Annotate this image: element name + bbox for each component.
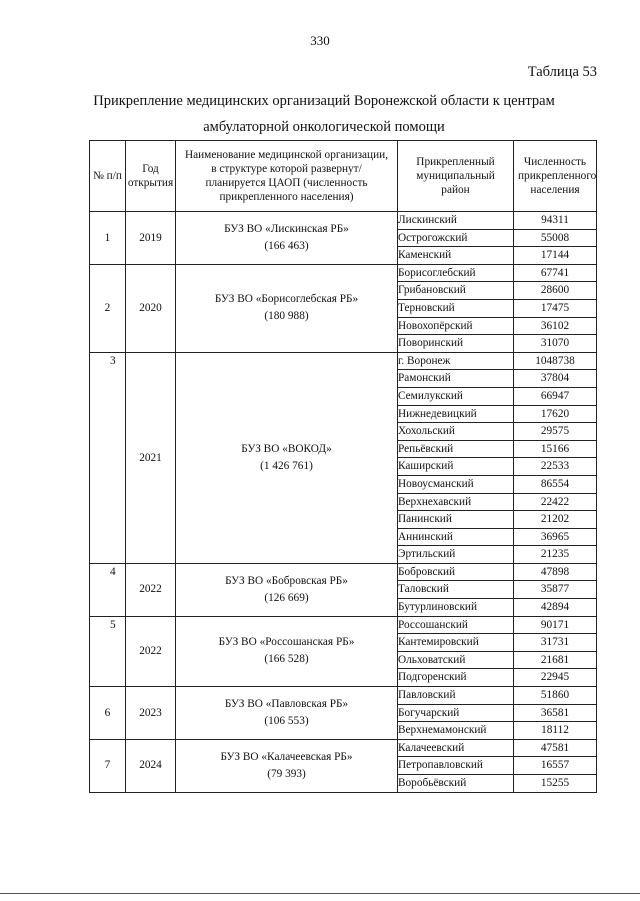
district-population: 21235: [514, 546, 597, 564]
organization-population: (126 669): [264, 591, 309, 604]
district-name: Нижнедевицкий: [398, 405, 514, 423]
district-population: 22533: [514, 458, 597, 476]
district-name: Кантемировский: [398, 634, 514, 652]
district-population: 17475: [514, 299, 597, 317]
opening-year: 2024: [126, 739, 176, 792]
district-population: 1048738: [514, 352, 597, 370]
row-number-label: 4: [110, 565, 116, 578]
district-name: Каширский: [398, 458, 514, 476]
organization-population: (166 528): [264, 653, 309, 666]
district-name: Новохопёрский: [398, 317, 514, 335]
district-population: 67741: [514, 264, 597, 282]
opening-year: 2022: [126, 563, 176, 616]
table-title: Прикрепление медицинских организаций Воронежской области к центрам амбулаторной онкологической помощи: [93, 93, 555, 135]
page-bottom-rule: [0, 893, 640, 894]
row-number-label: 3: [110, 354, 116, 367]
district-population: 29575: [514, 423, 597, 441]
header-year: Год открытия: [126, 141, 176, 212]
district-name: Лискинский: [398, 212, 514, 230]
opening-year: 2023: [126, 687, 176, 740]
district-population: 42894: [514, 599, 597, 617]
header-population: Численность прикрепленного населения: [514, 141, 597, 212]
district-name: Эртильский: [398, 546, 514, 564]
district-population: 28600: [514, 282, 597, 300]
district-population: 22945: [514, 669, 597, 687]
table-label: Таблица 53: [527, 64, 597, 80]
table-row: [90, 212, 597, 230]
header-org: Наименование медицинской организации, в структуре которой развернут/планируется ЦАОП (численность прикрепленного населения): [176, 141, 398, 212]
table-row: [90, 687, 597, 705]
district-population: 22422: [514, 493, 597, 511]
organization-name: БУЗ ВО «Павловская РБ»: [224, 697, 349, 710]
district-name: Бобровский: [398, 563, 514, 581]
organization-population: (1 426 761): [260, 459, 313, 472]
row-number: [90, 739, 126, 792]
district-population: 21202: [514, 511, 597, 529]
district-population: 36102: [514, 317, 597, 335]
district-name: Новоусманский: [398, 475, 514, 493]
medical-organization: [176, 212, 398, 265]
organization-name: БУЗ ВО «Бобровская РБ»: [225, 574, 348, 587]
header-row: [90, 141, 597, 212]
row-number: [90, 687, 126, 740]
district-population: 18112: [514, 722, 597, 740]
row-number: [90, 616, 126, 686]
district-name: Таловский: [398, 581, 514, 599]
district-name: Острогожский: [398, 229, 514, 247]
district-population: 35877: [514, 581, 597, 599]
row-number: [90, 563, 126, 616]
district-population: 31731: [514, 634, 597, 652]
district-name: Грибановский: [398, 282, 514, 300]
header-num: № п/п: [90, 141, 126, 212]
district-name: Верхнемамонский: [398, 722, 514, 740]
medical-organization: [176, 739, 398, 792]
opening-year: 2021: [126, 352, 176, 563]
attachment-table: [89, 140, 597, 793]
organization-name: БУЗ ВО «Борисоглебская РБ»: [214, 293, 359, 306]
row-number: [90, 264, 126, 352]
table-body: [90, 212, 597, 793]
row-number: [90, 212, 126, 265]
opening-year: 2022: [126, 616, 176, 686]
opening-year: 2020: [126, 264, 176, 352]
organization-name: БУЗ ВО «Лискинская РБ»: [224, 222, 349, 235]
district-population: 86554: [514, 475, 597, 493]
district-population: 21681: [514, 651, 597, 669]
row-number: [90, 352, 126, 563]
district-population: 15255: [514, 775, 597, 793]
district-name: Поворинский: [398, 335, 514, 353]
district-name: Павловский: [398, 687, 514, 705]
district-population: 51860: [514, 687, 597, 705]
district-name: Каменский: [398, 247, 514, 265]
medical-organization: [176, 352, 398, 563]
district-population: 47898: [514, 563, 597, 581]
header-district: Прикрепленный муниципальный район: [398, 141, 514, 212]
district-name: Бутурлиновский: [398, 599, 514, 617]
row-number-label: 2: [104, 301, 111, 314]
table-row: [90, 739, 597, 757]
district-population: 37804: [514, 370, 597, 388]
district-population: 17620: [514, 405, 597, 423]
organization-name: БУЗ ВО «Калачеевская РБ»: [220, 750, 353, 763]
opening-year: 2019: [126, 212, 176, 265]
medical-organization: [176, 616, 398, 686]
district-name: Репьёвский: [398, 440, 514, 458]
table-row: [90, 352, 597, 370]
organization-population: (106 553): [264, 714, 309, 727]
table-row: [90, 264, 597, 282]
district-population: 94311: [514, 212, 597, 230]
row-number-label: 6: [104, 706, 111, 719]
medical-organization: [176, 264, 398, 352]
district-population: 66947: [514, 387, 597, 405]
district-name: г. Воронеж: [398, 352, 514, 370]
page-number: 330: [310, 33, 330, 48]
organization-population: (180 988): [264, 310, 309, 323]
district-name: Рамонский: [398, 370, 514, 388]
row-number-label: 5: [110, 618, 116, 631]
district-population: 16557: [514, 757, 597, 775]
district-name: Аннинский: [398, 528, 514, 546]
organization-name: БУЗ ВО «ВОКОД»: [241, 442, 332, 455]
row-number-label: 7: [104, 759, 111, 772]
medical-organization: [176, 687, 398, 740]
district-name: Подгоренский: [398, 669, 514, 687]
district-name: Верхнехавский: [398, 493, 514, 511]
table-row: [90, 616, 597, 634]
district-name: Петропавловский: [398, 757, 514, 775]
organization-name: БУЗ ВО «Россошанская РБ»: [218, 636, 355, 649]
district-population: 15166: [514, 440, 597, 458]
district-name: Ольховатский: [398, 651, 514, 669]
district-population: 17144: [514, 247, 597, 265]
district-population: 31070: [514, 335, 597, 353]
medical-organization: [176, 563, 398, 616]
district-population: 36965: [514, 528, 597, 546]
district-name: Калачеевский: [398, 739, 514, 757]
row-number-label: 1: [104, 231, 111, 244]
district-population: 47581: [514, 739, 597, 757]
district-name: Хохольский: [398, 423, 514, 441]
district-name: Семилукский: [398, 387, 514, 405]
district-name: Борисоглебский: [398, 264, 514, 282]
district-name: Воробьёвский: [398, 775, 514, 793]
district-population: 55008: [514, 229, 597, 247]
organization-population: (166 463): [264, 239, 309, 252]
district-population: 36581: [514, 704, 597, 722]
district-name: Терновский: [398, 299, 514, 317]
organization-population: (79 393): [267, 767, 306, 780]
district-name: Россошанский: [398, 616, 514, 634]
district-population: 90171: [514, 616, 597, 634]
district-name: Панинский: [398, 511, 514, 529]
district-name: Богучарский: [398, 704, 514, 722]
table-row: [90, 563, 597, 581]
